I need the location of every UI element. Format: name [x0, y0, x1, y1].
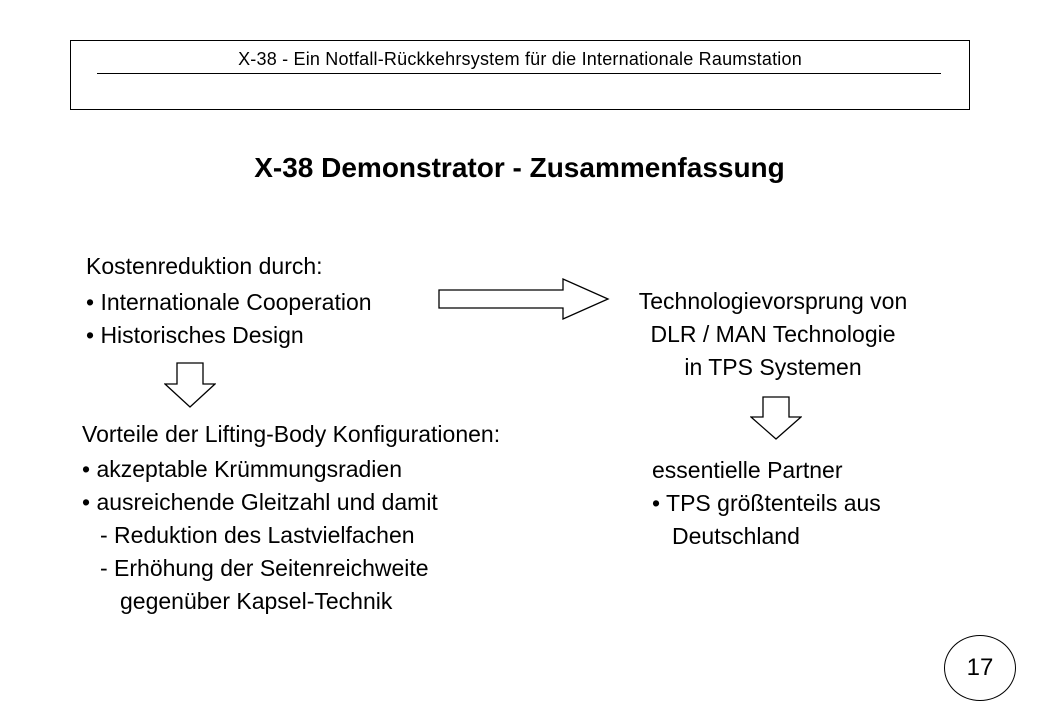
partner-item-continuation: Deutschland — [672, 523, 800, 549]
header-title: X-38 - Ein Notfall-Rückkehrsystem für die Internationale Raumstation — [238, 49, 802, 69]
advantages-heading: Vorteile der Lifting-Body Konfigurationen: — [82, 421, 501, 447]
advantage-subitem: - Erhöhung der Seitenreichweite — [100, 555, 429, 581]
partner-block — [652, 454, 881, 553]
partner-heading: essentielle Partner — [652, 457, 843, 483]
page-number: 17 — [944, 635, 1016, 701]
advantage-item: • akzeptable Krümmungsradien — [82, 456, 403, 482]
down-arrow-icon — [164, 362, 216, 408]
cost-reduction-block — [86, 250, 372, 352]
cost-heading: Kostenreduktion durch: — [86, 253, 323, 279]
down-arrow-icon — [750, 396, 802, 440]
slide-title: X-38 Demonstrator - Zusammenfassung — [254, 152, 785, 183]
cost-item-cooperation: • Internationale Cooperation — [86, 289, 372, 315]
partner-item: • TPS größtenteils aus — [652, 490, 881, 516]
header-box — [70, 40, 970, 110]
advantage-item: • ausreichende Gleitzahl und damit — [82, 489, 438, 515]
technology-line: in TPS Systemen — [684, 354, 862, 380]
header-divider — [97, 73, 941, 74]
technology-line: DLR / MAN Technologie — [650, 321, 896, 347]
advantage-subitem: - Reduktion des Lastvielfachen — [100, 522, 415, 548]
advantages-block — [82, 418, 500, 618]
technology-line: Technologievorsprung von — [638, 288, 908, 314]
advantage-subitem-continuation: gegenüber Kapsel-Technik — [120, 588, 393, 614]
technology-block — [595, 285, 951, 384]
cost-item-design: • Historisches Design — [86, 322, 304, 348]
right-arrow-icon — [438, 278, 610, 320]
